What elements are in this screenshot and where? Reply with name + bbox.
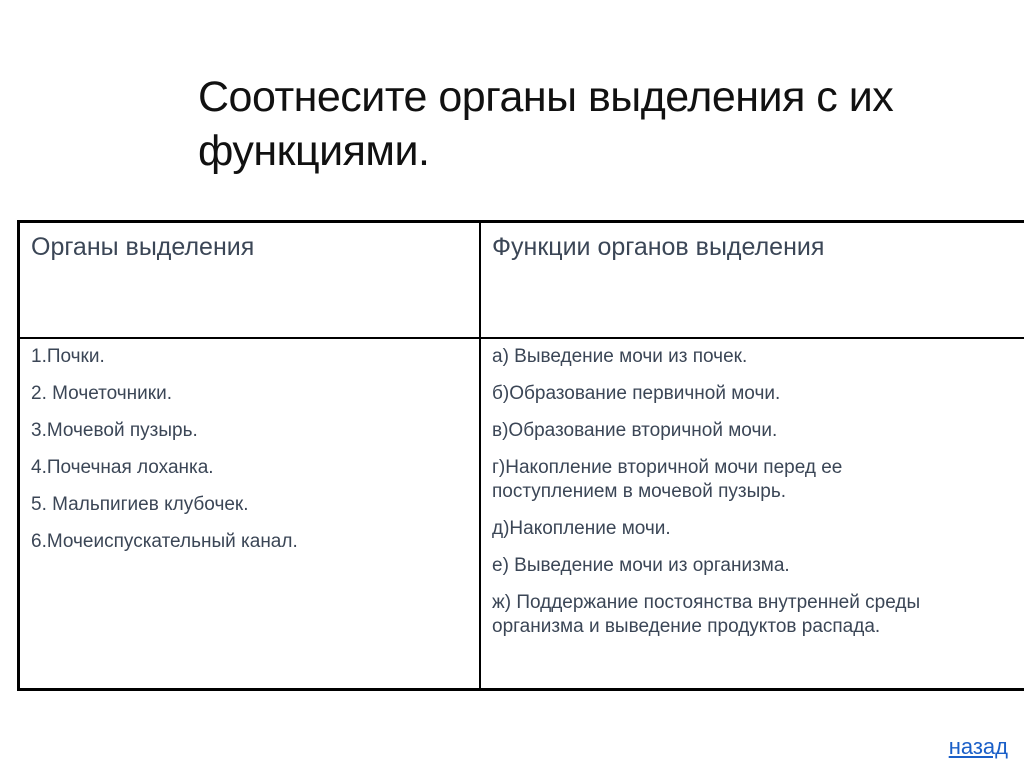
back-link[interactable]: назад (948, 734, 1008, 759)
organ-item: 5. Мальпигиев клубочек. (31, 494, 249, 515)
function-item: д)Накопление мочи. (492, 518, 671, 539)
function-item: а) Выведение мочи из почек. (492, 346, 748, 367)
function-item: в)Образование вторичной мочи. (492, 420, 778, 441)
functions-list (492, 345, 992, 652)
slide-title: Соотнесите органы выделения с их функциями. (198, 73, 894, 175)
matching-table (17, 220, 1024, 691)
organs-list (31, 345, 321, 567)
organ-item: 1.Почки. (31, 346, 105, 367)
organ-item: 6.Мочеиспускательный канал. (31, 531, 298, 552)
function-item: ж) Поддержание постоянства внутренней среды организма и выведение продуктов распада. (492, 592, 921, 637)
header-cell-organs (20, 223, 481, 337)
header-functions-label: Функции органов выделения (492, 233, 825, 261)
table-body-row (20, 339, 1024, 688)
function-item: е) Выведение мочи из организма. (492, 555, 790, 576)
organs-cell (20, 339, 481, 688)
organ-item: 3.Мочевой пузырь. (31, 420, 198, 441)
header-organs-label: Органы выделения (31, 233, 255, 261)
organ-item: 2. Мочеточники. (31, 383, 172, 404)
header-cell-functions (483, 223, 1024, 337)
function-item: б)Образование первичной мочи. (492, 383, 781, 404)
function-item: г)Накопление вторичной мочи перед ее поступлением в мочевой пузырь. (492, 457, 843, 502)
organ-item: 4.Почечная лоханка. (31, 457, 214, 478)
table-header-row (20, 223, 1024, 339)
functions-cell (483, 339, 1024, 688)
